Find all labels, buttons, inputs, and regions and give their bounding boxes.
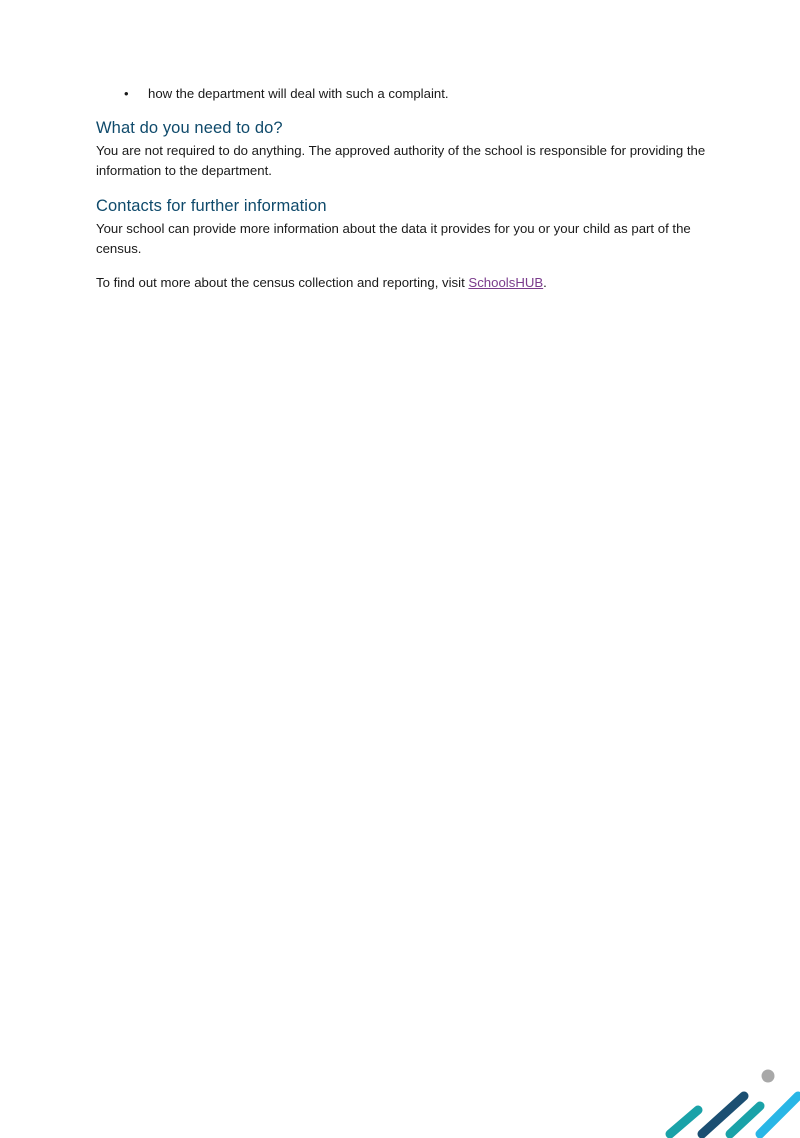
schoolshub-link[interactable]: SchoolsHUB bbox=[468, 275, 544, 290]
section-body: You are not required to do anything. The approved authority of the school is responsible for providing the information to the department. bbox=[96, 143, 706, 178]
logo-dot bbox=[762, 1070, 775, 1083]
section-what-to-do bbox=[96, 118, 716, 180]
department-logo-icon bbox=[664, 1066, 800, 1138]
logo-stroke-cyan bbox=[760, 1096, 798, 1134]
further-info-text: To find out more about the census collection and reporting, visit bbox=[96, 275, 469, 290]
further-info-line bbox=[96, 273, 716, 293]
bullet-item bbox=[124, 85, 449, 103]
logo-stroke-teal bbox=[670, 1110, 698, 1134]
section-contacts bbox=[96, 196, 716, 293]
bullet-text: how the department will deal with such a complaint. bbox=[148, 86, 449, 101]
further-info-suffix: . bbox=[543, 275, 547, 290]
section-heading: Contacts for further information bbox=[96, 197, 327, 215]
section-heading: What do you need to do? bbox=[96, 119, 283, 137]
section-body: Your school can provide more information about the data it provides for you or your child as part of the census. bbox=[96, 221, 691, 256]
bullet-icon: • bbox=[124, 86, 129, 101]
